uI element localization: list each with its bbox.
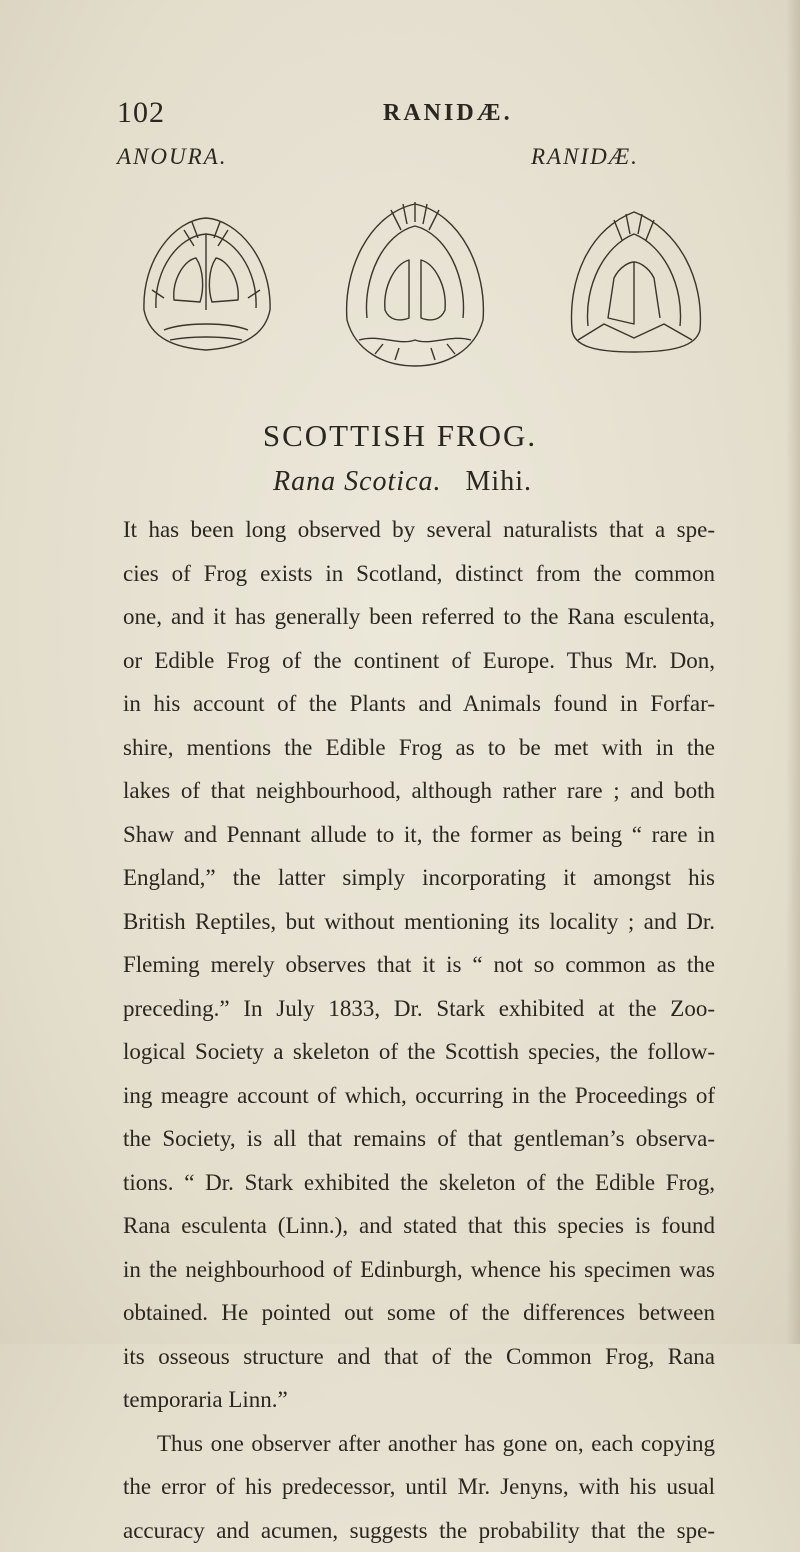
page-edge-shadow (786, 0, 800, 1344)
species-binomial-line (273, 466, 532, 498)
body-line: in the neighbourhood of Edinburgh, whence his specimen was (123, 1248, 715, 1292)
frog-skull-front-icon (144, 218, 270, 350)
body-line: its osseous structure and that of the Common Frog, Rana (123, 1335, 715, 1379)
body-line: or Edible Frog of the continent of Europe. Thus Mr. Don, (123, 639, 715, 683)
frog-skull-top-icon (347, 202, 484, 366)
body-line: in his account of the Plants and Animals found in Forfar- (123, 682, 715, 726)
body-line: Rana esculenta (Linn.), and stated that this species is found (123, 1204, 715, 1248)
body-line: Thus one observer after another has gone on, each copying (123, 1422, 715, 1466)
body-line: the error of his predecessor, until Mr. Jenyns, with his usual (123, 1465, 715, 1509)
species-binomial: Rana Scotica. (273, 466, 442, 497)
body-line: obtained. He pointed out some of the differences between (123, 1291, 715, 1335)
body-line: the Society, is all that remains of that gentleman’s observa- (123, 1117, 715, 1161)
body-line: temporaria Linn.” (123, 1378, 715, 1422)
body-line: accuracy and acumen, suggests the probability that the spe- (123, 1509, 715, 1552)
skull-figures (134, 190, 714, 370)
order-label: ANOURA. (117, 144, 227, 170)
body-line: shire, mentions the Edible Frog as to be met with in the (123, 726, 715, 770)
body-line: Shaw and Pennant allude to it, the former as being “ rare in (123, 813, 715, 857)
body-line: cies of Frog exists in Scotland, distinct from the common (123, 552, 715, 596)
body-line: ing meagre account of which, occurring in the Proceedings of (123, 1074, 715, 1118)
body-line: preceding.” In July 1833, Dr. Stark exhibited at the Zoo- (123, 987, 715, 1031)
species-heading: SCOTTISH FROG. (0, 418, 800, 454)
body-line: England,” the latter simply incorporating it amongst his (123, 856, 715, 900)
body-line: Fleming merely observes that it is “ not so common as the (123, 943, 715, 987)
body-text (123, 508, 715, 1552)
frog-skull-side-icon (572, 212, 701, 352)
body-line: It has been long observed by several naturalists that a spe- (123, 508, 715, 552)
running-head: RANIDÆ. (383, 100, 513, 127)
body-line: British Reptiles, but without mentioning its locality ; and Dr. (123, 900, 715, 944)
body-line: lakes of that neighbourhood, although rather rare ; and both (123, 769, 715, 813)
body-line: tions. “ Dr. Stark exhibited the skeleton of the Edible Frog, (123, 1161, 715, 1205)
family-label: RANIDÆ. (531, 144, 639, 170)
species-authority: Mihi. (466, 466, 532, 497)
page-number: 102 (117, 96, 165, 130)
body-line: one, and it has generally been referred to the Rana esculenta, (123, 595, 715, 639)
body-line: logical Society a skeleton of the Scottish species, the follow- (123, 1030, 715, 1074)
